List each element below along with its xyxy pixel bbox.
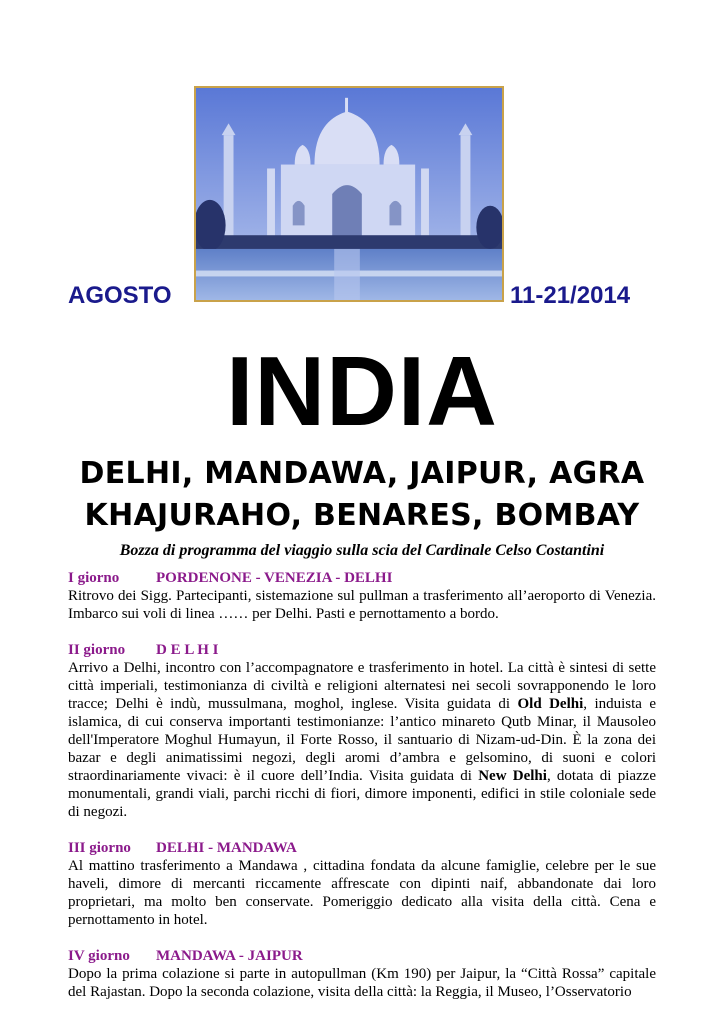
day-2-description	[68, 659, 656, 821]
day-4-route: MANDAWA - JAIPUR	[156, 948, 303, 964]
day-2	[68, 641, 656, 821]
day-1-description: Ritrovo dei Sigg. Partecipanti, sistemazione sul pullman a trasferimento all’aeroporto di Venezia. Imbarco sui voli di linea …… per Delhi. Pasti e pernottamento a bordo.	[68, 588, 656, 622]
new-delhi-bold: New Delhi	[478, 768, 547, 784]
day-1-route: PORDENONE - VENEZIA - DELHI	[156, 570, 393, 586]
day-3-label: III giorno	[68, 840, 131, 856]
day-2-label: II giorno	[68, 642, 126, 658]
taj-mahal-illustration	[196, 88, 502, 300]
day-3-heading	[68, 839, 656, 857]
program-subtitle: Bozza di programma del viaggio sulla scia del Cardinale Celso Costantini	[119, 542, 605, 559]
day-4-label: IV giorno	[68, 948, 130, 964]
trip-month: AGOSTO	[68, 282, 172, 309]
day-2-heading	[68, 641, 656, 659]
cities-line-2: KHAJURAHO, BENARES, BOMBAY	[84, 498, 640, 533]
day-2-text-part-2: , induista e islamica, di cui conserva importanti testimonianze: l’antico minareto Qutb Minar, il Mausoleo dell'Imperatore Moghul Humayun, il Forte Rosso, il santuario di Nizam-ud-Din. È la zona dei bazar e degli animatissimi negozi, degli aromi d’ambra e gelsomino, di suoni e colori straordinariamente vivaci: è il cuore dell’India. Visita guidata di	[68, 696, 657, 784]
itinerary	[68, 569, 656, 1019]
page-title: INDIA	[226, 336, 498, 446]
day-2-text-part-1: Arrivo a Delhi, incontro con l’accompagnatore e trasferimento in hotel. La città è sintesi di sette città imperiali, testimonianza di civiltà e religioni alternatesi nei secoli sovrapponendo le loro tracce; Delhi è indù, mussulmana, moghol, inglese. Visita guidata di	[68, 660, 656, 712]
day-4-description: Dopo la prima colazione si parte in autopullman (Km 190) per Jaipur, la “Città Rossa” capitale del Rajastan. Dopo la seconda colazione, visita della città: la Reggia, il Museo, l’Osservatorio	[68, 966, 656, 1000]
day-2-text-part-3: , dotata di piazze monumentali, grandi viali, parchi ricchi di fiori, dimore imponenti, edifici in stile coloniale sede di negozi.	[68, 768, 656, 820]
taj-mahal-photo	[194, 86, 504, 302]
day-1-heading	[68, 569, 656, 587]
day-3-description: Al mattino trasferimento a Mandawa , cittadina fondata da alcune famiglie, celebre per le sue haveli, dimore di mercanti riccamente affrescate con dipinti naif, abbandonate dai loro proprietari, ma molto ben conservate. Pomeriggio dedicato alla visita della città. Cena e pernottamento in hotel.	[68, 858, 656, 928]
trip-dates: 11-21/2014	[510, 282, 631, 309]
old-delhi-bold: Old Delhi	[517, 696, 584, 712]
day-2-route: D E L H I	[156, 642, 219, 658]
day-1-label: I giorno	[68, 570, 120, 586]
day-4	[68, 947, 656, 1001]
cities-line-1: DELHI, MANDAWA, JAIPUR, AGRA	[79, 456, 645, 491]
day-1	[68, 569, 656, 623]
day-3	[68, 839, 656, 929]
day-4-heading	[68, 947, 656, 965]
day-3-route: DELHI - MANDAWA	[156, 840, 297, 856]
